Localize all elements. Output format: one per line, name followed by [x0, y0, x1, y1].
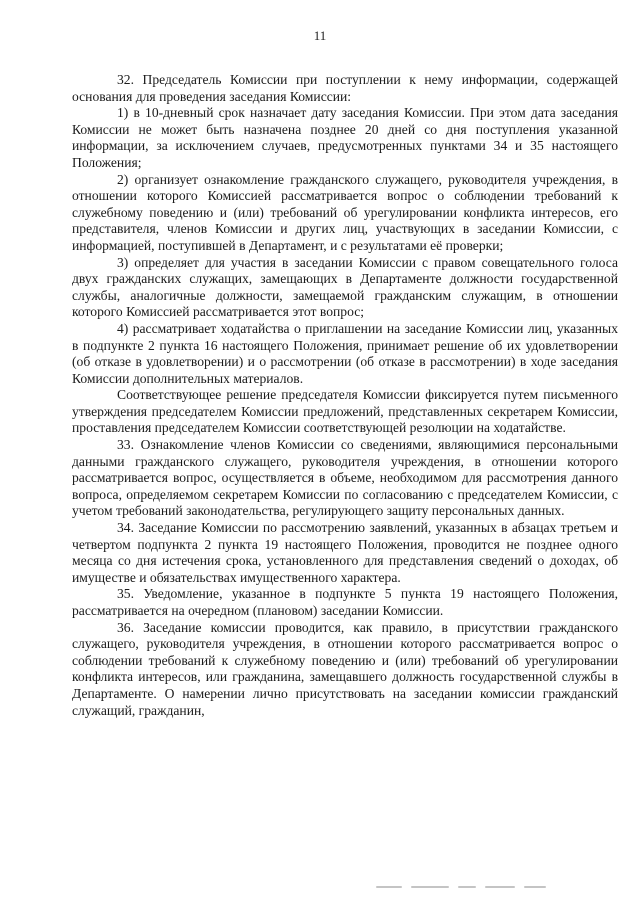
paragraph-32-item-2: 2) организует ознакомление гражданского служащего, руководителя учреждения, в отношении которого Комиссией рассматривается вопрос о соблюдении требований к служебному поведению и (или) требований об урегулировании конфликта интересов, его представителя, членов Комиссии и других лиц, участвующих в заседании Комиссии, с информацией, поступившей в Департамент, и с результатами её проверки; — [72, 171, 618, 253]
scan-mark — [485, 886, 515, 888]
document-body — [72, 72, 618, 719]
scan-mark — [458, 886, 476, 888]
paragraph-32-item-3: 3) определяет для участия в заседании Комиссии с правом совещательного голоса двух гражданских служащих, замещающих в Департаменте должности государственной службы, аналогичные должности, замещаемой гражданским служащим, в отношении которого Комиссией рассматривается этот вопрос; — [72, 254, 618, 320]
paragraph-32-decision: Соответствующее решение председателя Комиссии фиксируется путем письменного утверждения председателем Комиссии предложений, представленных секретарем Комиссии, проставления председателем Комиссии соответствующей резолюции на ходатайстве. — [72, 387, 618, 436]
scan-artifact-marks — [376, 884, 616, 890]
paragraph-32: 32. Председатель Комиссии при поступлении к нему информации, содержащей основания для проведения заседания Комиссии: — [72, 72, 618, 104]
paragraph-36: 36. Заседание комиссии проводится, как правило, в присутствии гражданского служащего, руководителя учреждения, в отношении которого рассматривается вопрос о соблюдении требований к служебному поведению и (или) требований об урегулировании конфликта интересов, или гражданина, замещавшего должность государственной службы в Департаменте. О намерении лично присутствовать на заседании комиссии гражданский служащий, гражданин, — [72, 619, 618, 718]
scan-mark — [376, 886, 402, 888]
paragraph-34: 34. Заседание Комиссии по рассмотрению заявлений, указанных в абзацах третьем и четвертом подпункта 2 пункта 19 настоящего Положения, проводится не позднее одного месяца со дня истечения срока, установленного для представления сведений о доходах, об имуществе и обязательствах имущественного характера. — [72, 520, 618, 585]
scan-mark — [411, 886, 449, 888]
paragraph-33: 33. Ознакомление членов Комиссии со сведениями, являющимися персональными данными гражданского служащего, руководителя учреждения, в отношении которого рассматривается вопрос, осуществляется в объеме, необходимом для рассмотрения данного вопроса, определяемом секретарем Комиссии по согласованию с председателем Комиссии, с учетом требований законодательства, регулирующего защиту персональных данных. — [72, 437, 618, 519]
page-number: 11 — [313, 28, 327, 43]
scan-mark — [524, 886, 546, 888]
paragraph-32-item-4: 4) рассматривает ходатайства о приглашении на заседание Комиссии лиц, указанных в подпункте 2 пункта 16 настоящего Положения, принимает решение об их удовлетворении (об отказе в удовлетворении) и о рассмотрении (об отказе в рассмотрении) в ходе заседания Комиссии дополнительных материалов. — [72, 320, 618, 386]
paragraph-32-item-1: 1) в 10-дневный срок назначает дату заседания Комиссии. При этом дата заседания Комиссии не может быть назначена позднее 20 дней со дня поступления указанной информации, за исключением случаев, предусмотренных пунктами 34 и 35 настоящего Положения; — [72, 105, 618, 170]
paragraph-35: 35. Уведомление, указанное в подпункте 5 пункта 19 настоящего Положения, рассматривается на очередном (плановом) заседании Комиссии. — [72, 586, 618, 618]
